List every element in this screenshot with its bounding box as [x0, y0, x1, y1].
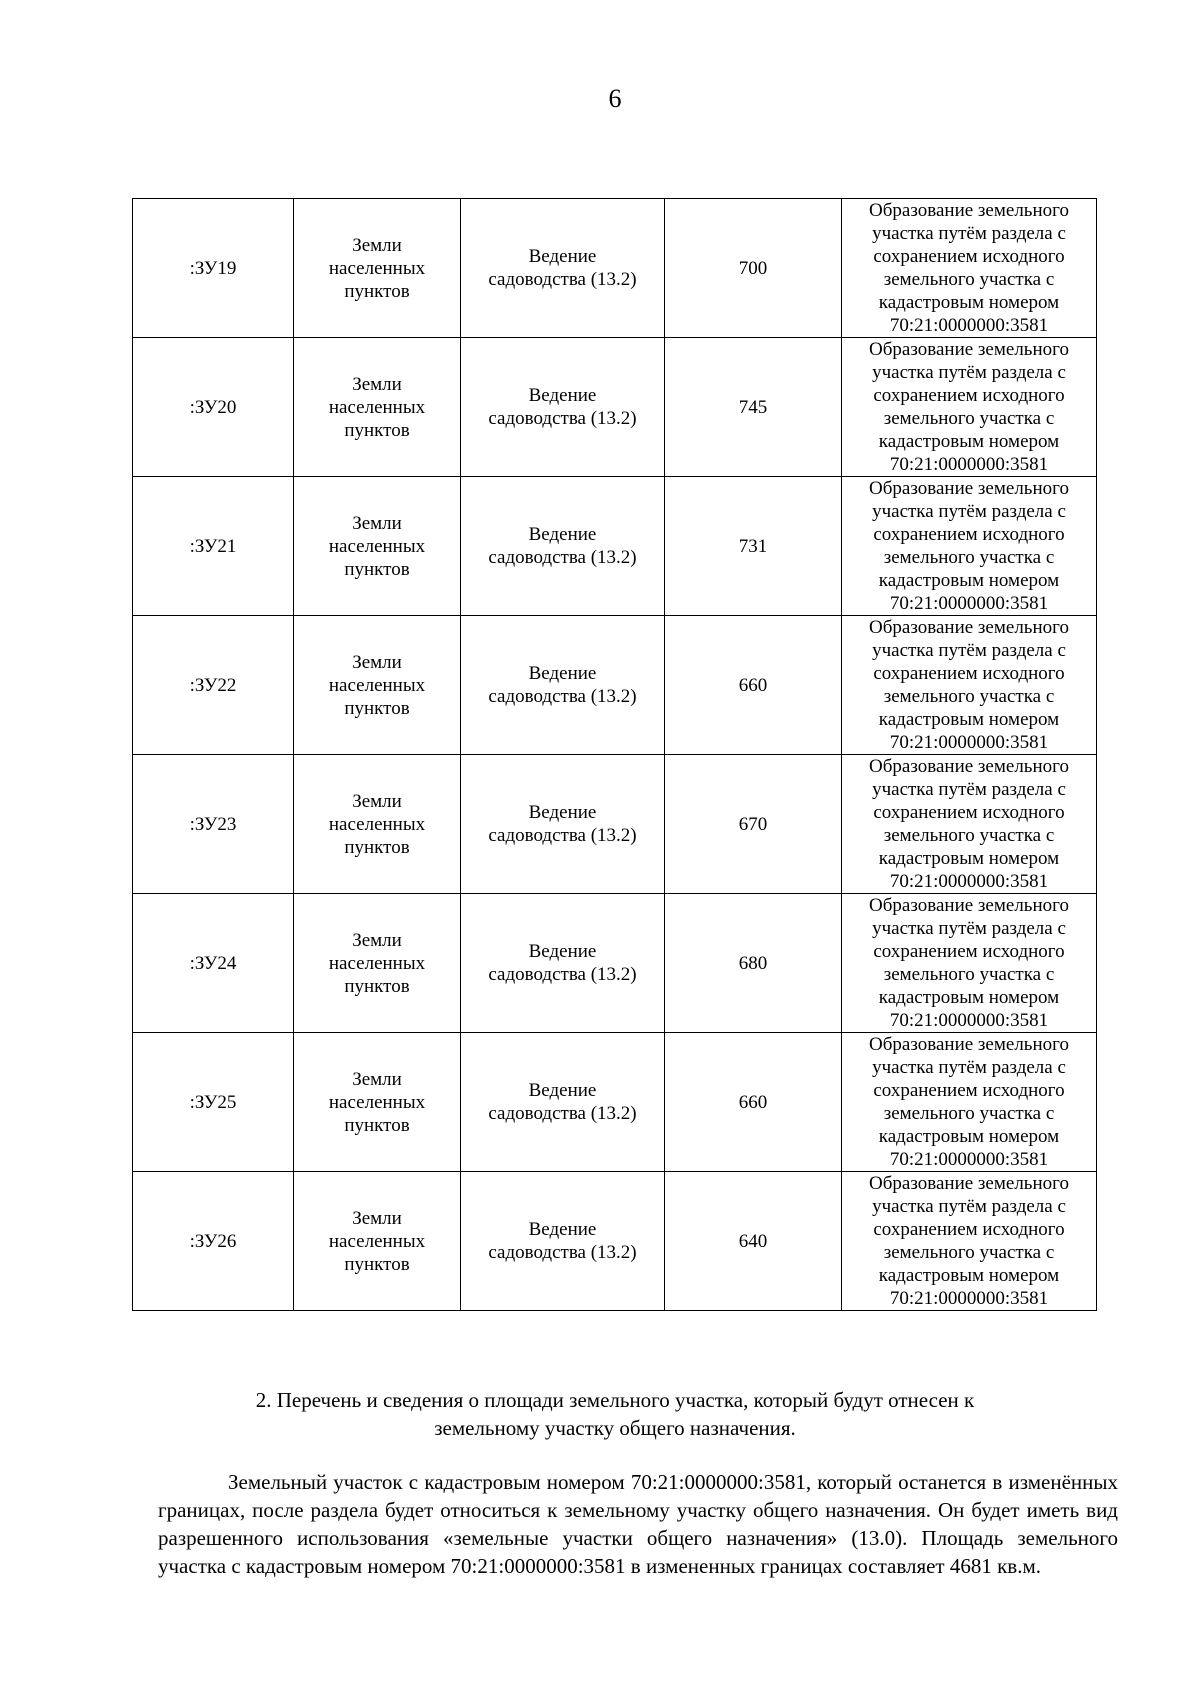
land-category-cell-text: Земли населенных пунктов — [328, 1068, 426, 1136]
area-cell — [665, 1172, 842, 1311]
permitted-use-cell-text: Ведение садоводства (13.2) — [488, 246, 637, 290]
area-cell — [665, 477, 842, 616]
land-category-cell — [294, 338, 461, 477]
area-cell — [665, 199, 842, 338]
permitted-use-cell-text: Ведение садоводства (13.2) — [488, 524, 637, 568]
table-row — [133, 338, 1097, 477]
section-heading: 2. Перечень и сведения о площади земельного участка, который будут отнесен к земельному участку общего назначения. — [255, 1388, 975, 1440]
permitted-use-cell — [461, 894, 665, 1033]
land-category-cell — [294, 199, 461, 338]
body-paragraph: Земельный участок с кадастровым номером 70:21:0000000:3581, который останется в изменённых границах, после раздела будет относиться к земельному участку общего назначения. Он будет иметь вид разрешенного использования «земельные участки общего назначения» (13.0). Площадь земельного участка с кадастровым номером 70:21:0000000:3581 в измененных границах составляет 4681 кв.м. — [158, 1470, 1118, 1578]
plot-id-cell-text: :ЗУ20 — [189, 396, 237, 418]
area-cell — [665, 616, 842, 755]
plot-id-cell-text: :ЗУ25 — [189, 1091, 237, 1113]
area-cell-text: 745 — [738, 396, 768, 418]
permitted-use-cell — [461, 1172, 665, 1311]
formation-note-cell — [842, 894, 1097, 1033]
permitted-use-cell-text: Ведение садоводства (13.2) — [488, 802, 637, 846]
permitted-use-cell — [461, 1033, 665, 1172]
formation-note-cell-text: Образование земельного участка путём раздела с сохранением исходного земельного участка с кадастровым номером 70:21:0000000:3581 — [869, 339, 1069, 475]
plot-id-cell — [133, 1172, 294, 1311]
area-cell-text: 660 — [738, 1091, 768, 1113]
formation-note-cell-text: Образование земельного участка путём раздела с сохранением исходного земельного участка с кадастровым номером 70:21:0000000:3581 — [869, 756, 1069, 892]
formation-note-cell — [842, 1172, 1097, 1311]
table-row — [133, 755, 1097, 894]
table-row — [133, 199, 1097, 338]
formation-note-cell — [842, 1033, 1097, 1172]
plot-id-cell — [133, 1033, 294, 1172]
plot-id-cell-text: :ЗУ26 — [189, 1230, 237, 1252]
plot-id-cell-text: :ЗУ24 — [189, 952, 237, 974]
table-row — [133, 1033, 1097, 1172]
plot-id-cell — [133, 755, 294, 894]
area-cell — [665, 338, 842, 477]
permitted-use-cell-text: Ведение садоводства (13.2) — [488, 1219, 637, 1263]
area-cell — [665, 894, 842, 1033]
permitted-use-cell-text: Ведение садоводства (13.2) — [488, 385, 637, 429]
permitted-use-cell-text: Ведение садоводства (13.2) — [488, 941, 637, 985]
page-number: 6 — [608, 84, 622, 113]
formation-note-cell — [842, 616, 1097, 755]
formation-note-cell-text: Образование земельного участка путём раздела с сохранением исходного земельного участка с кадастровым номером 70:21:0000000:3581 — [869, 200, 1069, 336]
formation-note-cell — [842, 199, 1097, 338]
formation-note-cell — [842, 755, 1097, 894]
land-category-cell — [294, 1172, 461, 1311]
plot-id-cell-text: :ЗУ23 — [189, 813, 237, 835]
plot-id-cell — [133, 477, 294, 616]
area-cell-text: 660 — [738, 674, 768, 696]
land-category-cell — [294, 477, 461, 616]
plot-id-cell-text: :ЗУ21 — [189, 535, 237, 557]
plot-id-cell-text: :ЗУ22 — [189, 674, 237, 696]
permitted-use-cell-text: Ведение садоводства (13.2) — [488, 663, 637, 707]
permitted-use-cell-text: Ведение садоводства (13.2) — [488, 1080, 637, 1124]
area-cell — [665, 755, 842, 894]
land-category-cell-text: Земли населенных пунктов — [328, 373, 426, 441]
area-cell-text: 670 — [738, 813, 768, 835]
land-category-cell — [294, 1033, 461, 1172]
plot-id-cell — [133, 894, 294, 1033]
land-plots-table — [132, 198, 1097, 1311]
area-cell-text: 680 — [738, 952, 768, 974]
formation-note-cell — [842, 477, 1097, 616]
formation-note-cell — [842, 338, 1097, 477]
table-row — [133, 1172, 1097, 1311]
land-category-cell-text: Земли населенных пунктов — [328, 1207, 426, 1275]
land-category-cell — [294, 616, 461, 755]
permitted-use-cell — [461, 338, 665, 477]
plot-id-cell — [133, 338, 294, 477]
plot-id-cell — [133, 616, 294, 755]
land-category-cell-text: Земли населенных пунктов — [328, 234, 426, 302]
land-category-cell-text: Земли населенных пунктов — [328, 651, 426, 719]
area-cell — [665, 1033, 842, 1172]
land-category-cell — [294, 894, 461, 1033]
plot-id-cell-text: :ЗУ19 — [189, 257, 237, 279]
land-category-cell-text: Земли населенных пунктов — [328, 512, 426, 580]
permitted-use-cell — [461, 199, 665, 338]
land-category-cell-text: Земли населенных пунктов — [328, 790, 426, 858]
permitted-use-cell — [461, 755, 665, 894]
formation-note-cell-text: Образование земельного участка путём раздела с сохранением исходного земельного участка с кадастровым номером 70:21:0000000:3581 — [869, 1173, 1069, 1309]
land-category-cell-text: Земли населенных пунктов — [328, 929, 426, 997]
area-cell-text: 640 — [738, 1230, 768, 1252]
formation-note-cell-text: Образование земельного участка путём раздела с сохранением исходного земельного участка с кадастровым номером 70:21:0000000:3581 — [869, 478, 1069, 614]
table-row — [133, 616, 1097, 755]
formation-note-cell-text: Образование земельного участка путём раздела с сохранением исходного земельного участка с кадастровым номером 70:21:0000000:3581 — [869, 895, 1069, 1031]
formation-note-cell-text: Образование земельного участка путём раздела с сохранением исходного земельного участка с кадастровым номером 70:21:0000000:3581 — [869, 617, 1069, 753]
formation-note-cell-text: Образование земельного участка путём раздела с сохранением исходного земельного участка с кадастровым номером 70:21:0000000:3581 — [869, 1034, 1069, 1170]
area-cell-text: 731 — [738, 535, 768, 557]
permitted-use-cell — [461, 616, 665, 755]
table-row — [133, 894, 1097, 1033]
land-plots-table-body — [133, 199, 1097, 1311]
table-row — [133, 477, 1097, 616]
area-cell-text: 700 — [738, 257, 768, 279]
land-category-cell — [294, 755, 461, 894]
plot-id-cell — [133, 199, 294, 338]
permitted-use-cell — [461, 477, 665, 616]
